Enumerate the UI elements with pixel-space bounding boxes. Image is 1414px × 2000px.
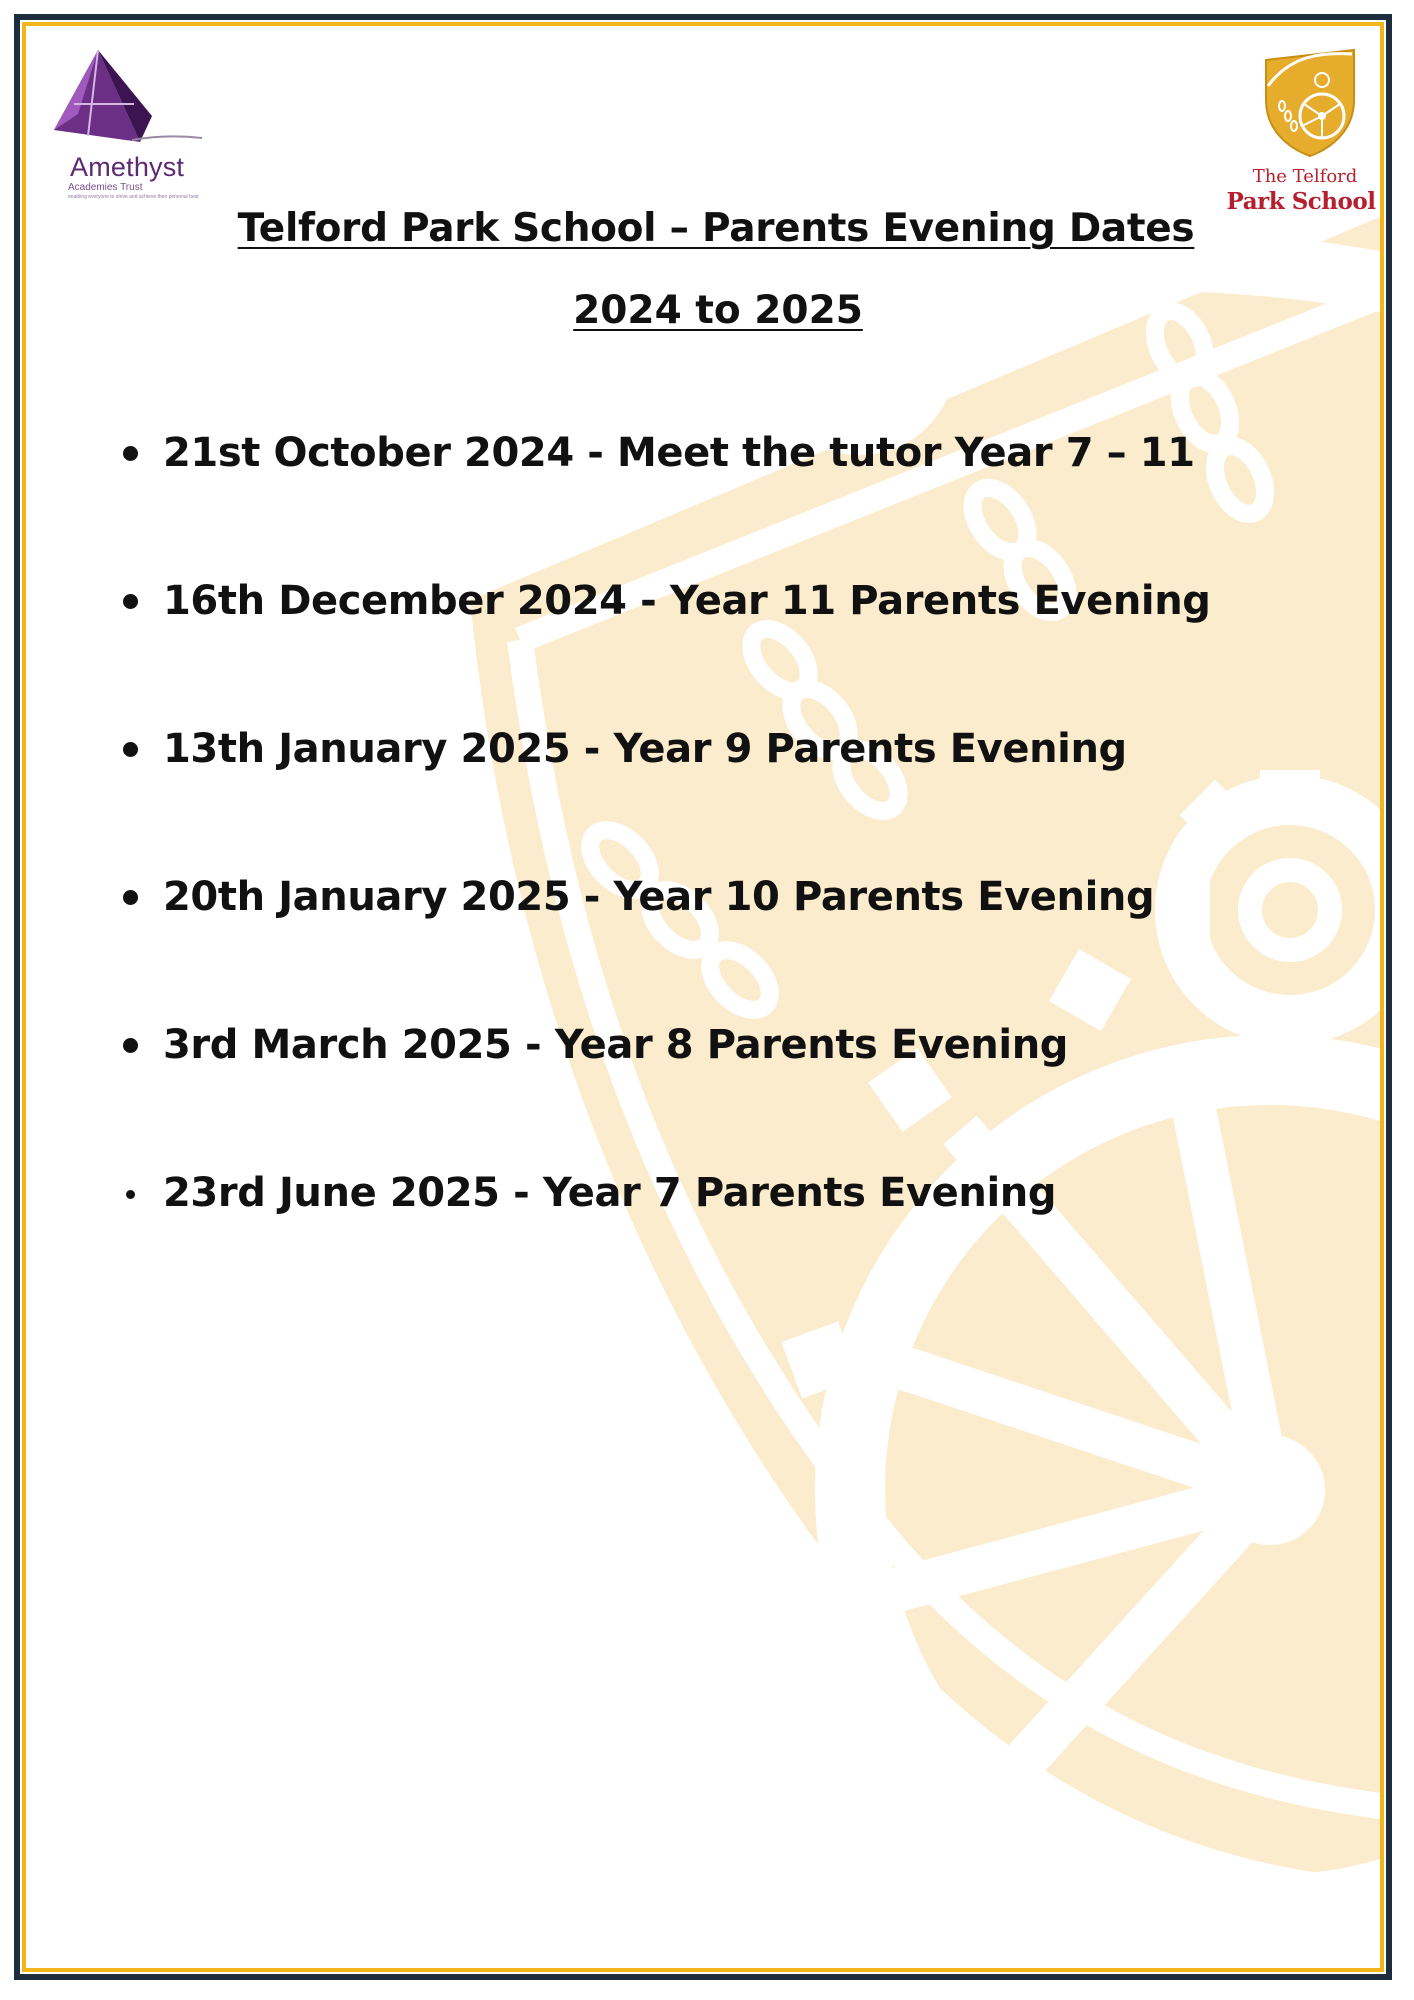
- bullet-icon: [123, 594, 138, 609]
- bullet-icon: [123, 1038, 138, 1053]
- bullet-icon: [123, 890, 138, 905]
- event-text: 3rd March 2025 - Year 8 Parents Evening: [163, 1022, 1069, 1068]
- event-text: 16th December 2024 - Year 11 Parents Evening: [163, 578, 1211, 624]
- amethyst-wordmark: Amethyst: [70, 152, 185, 182]
- logo-swoosh-icon: [132, 134, 202, 144]
- event-text: 23rd June 2025 - Year 7 Parents Evening: [163, 1170, 1057, 1216]
- page-title: Telford Park School – Parents Evening Dates: [237, 206, 1195, 251]
- telford-park-logo: [1210, 46, 1382, 216]
- list-item: [118, 1160, 1278, 1308]
- telford-logo-line1: The Telford: [1252, 166, 1358, 187]
- shield-crest-icon: [1260, 46, 1360, 158]
- bullet-icon: [123, 446, 138, 461]
- event-text: 13th January 2025 - Year 9 Parents Evening: [163, 726, 1127, 772]
- list-item: [118, 420, 1278, 568]
- amethyst-logo: [40, 44, 210, 204]
- event-text: 20th January 2025 - Year 10 Parents Evening: [163, 874, 1155, 920]
- telford-logo-line2: Park School: [1226, 188, 1376, 215]
- event-text: 21st October 2024 - Meet the tutor Year 7 – 11: [163, 430, 1195, 476]
- list-item: [118, 1012, 1278, 1160]
- list-item: [118, 568, 1278, 716]
- amethyst-tagline: enabling everyone to strive and achieve their personal best: [68, 194, 199, 200]
- bullet-icon: [123, 742, 138, 757]
- bullet-icon: [126, 1190, 135, 1199]
- events-list: [118, 420, 1278, 1308]
- list-item: [118, 864, 1278, 1012]
- amethyst-subtitle: Academies Trust: [68, 182, 143, 193]
- list-item: [118, 716, 1278, 864]
- page-subtitle: 2024 to 2025: [573, 288, 863, 333]
